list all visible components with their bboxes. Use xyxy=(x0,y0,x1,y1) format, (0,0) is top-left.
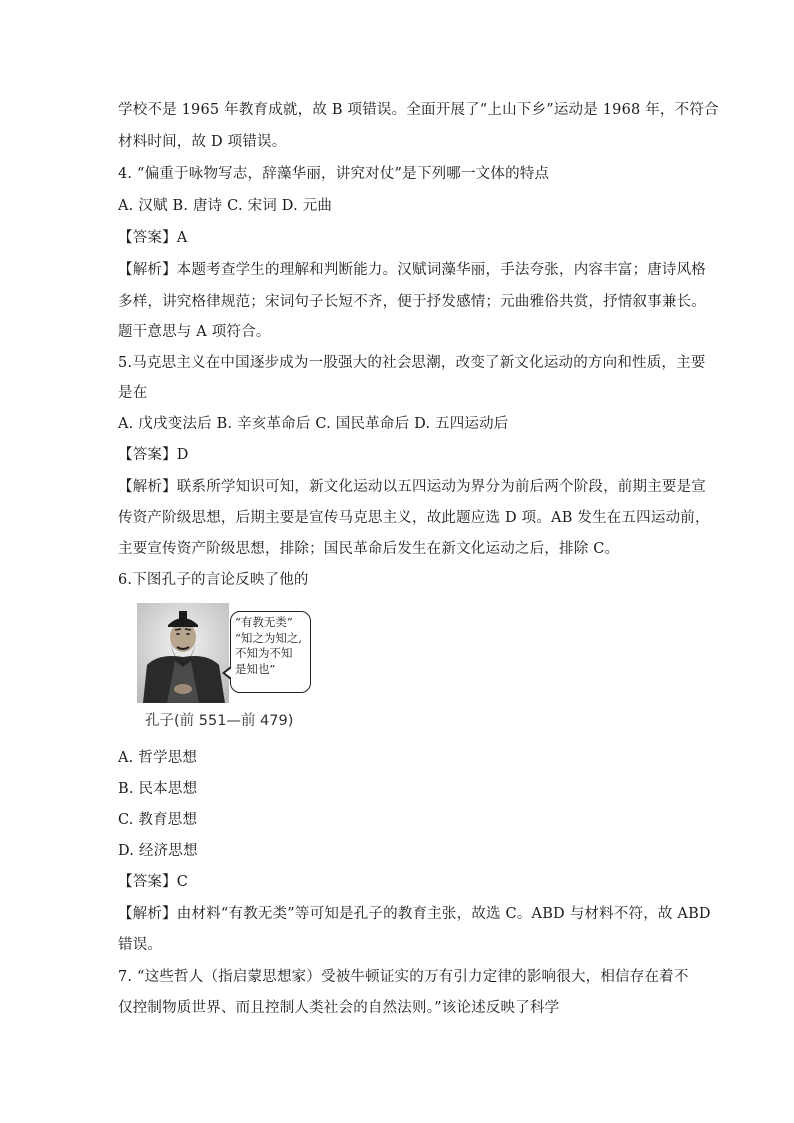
bubble-text: “有教无类” xyxy=(235,615,293,629)
text-line: 学校不是 1965 年教育成就，故 B 项错误。全面开展了“上山下乡”运动是 1968 年，不符合 xyxy=(118,102,719,118)
text-line: 错误。 xyxy=(118,937,163,953)
text-line: 材料时间，故 D 项错误。 xyxy=(118,134,287,150)
text-line: 主要宣传资产阶级思想，排除；国民革命后发生在新文化运动之后，排除 C。 xyxy=(118,541,620,557)
analysis-line: 【解析】由材料“有教无类”等可知是孔子的教育主张，故选 C。ABD 与材料不符，故 ABD xyxy=(118,906,711,922)
figure-caption: 孔子(前 551—前 479) xyxy=(145,713,294,729)
options-line: A. 汉赋 B. 唐诗 C. 宋词 D. 元曲 xyxy=(118,198,333,214)
bubble-text: “知之为知之, xyxy=(235,630,303,645)
question-5: 5.马克思主义在中国逐步成为一股强大的社会思潮，改变了新文化运动的方向和性质，主要 xyxy=(118,355,706,371)
option-a: A. 哲学思想 xyxy=(118,750,198,766)
bubble-text: 是知也” xyxy=(235,661,276,676)
option-c: C. 教育思想 xyxy=(118,812,198,828)
option-b: B. 民本思想 xyxy=(118,781,198,797)
confucius-figure xyxy=(137,603,317,735)
analysis-line: 【解析】本题考查学生的理解和判断能力。汉赋词藻华丽，手法夸张，内容丰富；唐诗风格 xyxy=(118,262,706,278)
question-7: 7. “这些哲人（指启蒙思想家）受被牛顿证实的万有引力定律的影响很大，相信存在着不 xyxy=(118,969,689,985)
text-line: 是在 xyxy=(118,385,148,401)
speech-bubble-tail-inner xyxy=(225,667,233,679)
text-line: 题干意思与 A 项符合。 xyxy=(118,324,271,340)
question-4: 4. “偏重于咏物写志，辞藻华丽，讲究对仗”是下列哪一文体的特点 xyxy=(118,166,550,182)
answer-line: 【答案】C xyxy=(118,874,189,890)
text-line: 仅控制物质世界、而且控制人类社会的自然法则。”该论述反映了科学 xyxy=(118,1000,560,1016)
question-6: 6.下图孔子的言论反映了他的 xyxy=(118,572,309,588)
text-line: 多样，讲究格律规范；宋词句子长短不齐，便于抒发感情；元曲雅俗共赏，抒情叙事兼长。 xyxy=(118,294,706,310)
confucius-portrait xyxy=(137,603,229,703)
text-line: 传资产阶级思想，后期主要是宣传马克思主义，故此题应选 D 项。AB 发生在五四运动前， xyxy=(118,510,710,526)
option-d: D. 经济思想 xyxy=(118,843,198,859)
analysis-line: 【解析】联系所学知识可知，新文化运动以五四运动为界分为前后两个阶段，前期主要是宣 xyxy=(118,479,706,495)
options-line: A. 戊戌变法后 B. 辛亥革命后 C. 国民革命后 D. 五四运动后 xyxy=(118,416,509,432)
answer-line: 【答案】D xyxy=(118,447,189,463)
bubble-text: 不知为不知 xyxy=(235,646,293,660)
answer-line: 【答案】A xyxy=(118,230,188,246)
speech-bubble xyxy=(230,611,311,693)
